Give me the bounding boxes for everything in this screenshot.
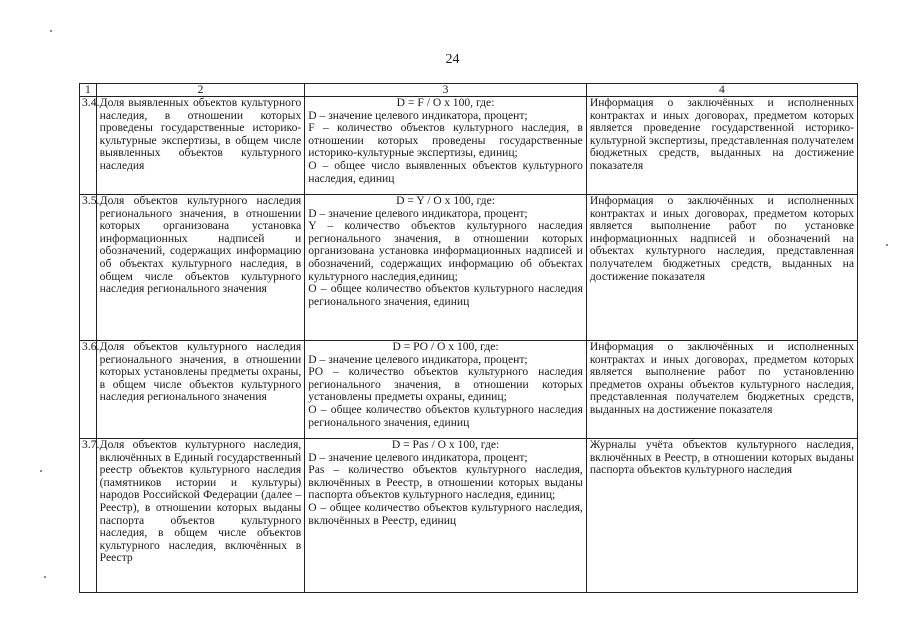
definition: D – значение целевого индикатора, процент; bbox=[308, 352, 528, 366]
table-row bbox=[80, 97, 858, 195]
header-col-2: 2 bbox=[96, 84, 305, 97]
definition: F – количество объектов культурного наследия, в отношении которых проведены государственные историко-культурные экспертизы, единиц; bbox=[308, 121, 583, 160]
header-row bbox=[80, 84, 858, 97]
header-col-1: 1 bbox=[80, 84, 97, 97]
page-number: 24 bbox=[445, 52, 460, 67]
definition: O – общее количество объектов культурного наследия регионального значения, единиц bbox=[308, 402, 583, 429]
indicators-table bbox=[79, 83, 858, 593]
formula: D = Pas / O x 100, где: bbox=[391, 438, 500, 451]
scan-speck bbox=[44, 576, 46, 578]
definition: O – общее количество объектов культурного наследия, включённых в Реестр, единиц bbox=[308, 500, 583, 527]
scan-speck bbox=[50, 30, 52, 32]
indicator-name: Доля объектов культурного наследия регионального значения, в отношении которых организована установка информационных надписей и обозначений, содержащих информацию об объектах культурного наследия, в общем числе объектов культурного наследия регионального значения bbox=[96, 195, 305, 341]
formula: D = F / O x 100, где: bbox=[396, 96, 495, 109]
row-number: 3.4. bbox=[80, 97, 97, 195]
formula: D = PO / O x 100, где: bbox=[392, 340, 499, 353]
definition: O – общее количество объектов культурного наследия регионального значения, единиц bbox=[308, 282, 583, 308]
header-col-4: 4 bbox=[586, 84, 857, 97]
row-number: 3.7. bbox=[80, 439, 97, 593]
definition: D – значение целевого индикатора, процент; bbox=[308, 108, 528, 122]
data-source: Информация о заключённых и исполненных контрактах и иных договорах, предметом которых является выполнение работ по установлению предметов охраны объектов культурного наследия, представленная получателем бюджетных средств, выданных на достижение показателя bbox=[586, 341, 857, 439]
calculation-method bbox=[305, 439, 587, 593]
calculation-method bbox=[305, 97, 587, 195]
calculation-method bbox=[305, 341, 587, 439]
definition: D – значение целевого индикатора, процент; bbox=[308, 206, 528, 220]
indicator-name: Доля выявленных объектов культурного наследия, в отношении которых проведены государственные историко-культурные экспертизы, в общем числе выявленных объектов культурного наследия bbox=[96, 97, 305, 195]
definition: Pas – количество объектов культурного наследия, включённых в Реестр, в отношении которых выданы паспорта объектов культурного наследия, единиц; bbox=[308, 463, 583, 502]
definition: D – значение целевого индикатора, процент; bbox=[308, 450, 528, 464]
definition: Y – количество объектов культурного наследия регионального значения, в отношении которых организована установка информационных надписей и обозначений, содержащих информацию об объектах культурного наследия,единиц; bbox=[308, 219, 583, 283]
formula: D = Y / O x 100, где: bbox=[396, 194, 495, 207]
indicator-name: Доля объектов культурного наследия, включённых в Единый государственный реестр объектов культурного наследия (памятников истории и культуры) народов Российской Федерации (далее – Реестр), в отношении которых выданы паспорта объектов культурного наследия, в общем числе объектов культурного наследия, включённых в Реестр bbox=[96, 439, 305, 593]
scan-speck bbox=[886, 244, 888, 246]
table-row bbox=[80, 341, 858, 439]
definition: PO – количество объектов культурного наследия регионального значения, в отношении которых установлены предметы охраны, единиц; bbox=[308, 365, 583, 404]
data-source: Информация о заключённых и исполненных контрактах и иных договорах, предметом которых является проведение государственной историко-культурной экспертизы, представленная получателем бюджетных средств, выданных на достижение показателя bbox=[586, 97, 857, 195]
calculation-method bbox=[305, 195, 587, 341]
table-row bbox=[80, 195, 858, 341]
table-header bbox=[80, 84, 858, 97]
definition: O – общее число выявленных объектов культурного наследия, единиц bbox=[308, 158, 583, 185]
header-col-3: 3 bbox=[305, 84, 587, 97]
scan-speck bbox=[40, 470, 42, 472]
data-source: Журналы учёта объектов культурного наследия, включённых в Реестр, в отношении которых выданы паспорта объектов культурного наследия bbox=[586, 439, 857, 593]
row-number: 3.6. bbox=[80, 341, 97, 439]
data-source: Информация о заключённых и исполненных контрактах и иных договорах, предметом которых является выполнение работ по установке информационных надписей и обозначений на объектах культурного наследия, представленная получателем бюджетных средств, выданных на достижение показателя bbox=[586, 195, 857, 341]
row-number: 3.5. bbox=[80, 195, 97, 341]
table-row bbox=[80, 439, 858, 593]
indicator-name: Доля объектов культурного наследия регионального значения, в отношении которых установлены предметы охраны, в общем числе объектов культурного наследия регионального значения bbox=[96, 341, 305, 439]
